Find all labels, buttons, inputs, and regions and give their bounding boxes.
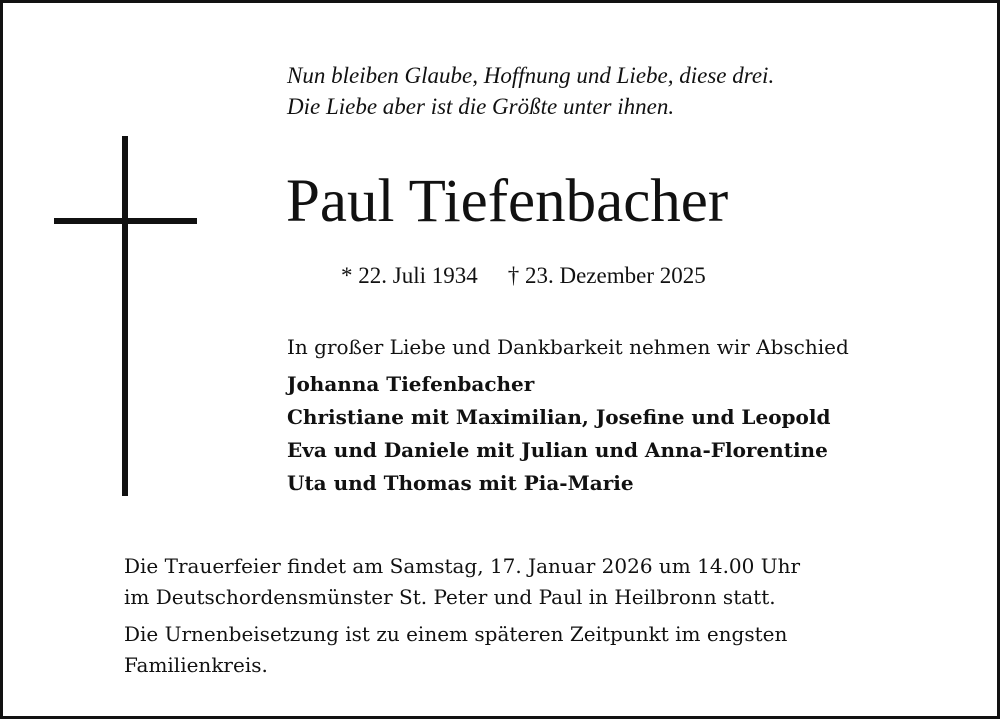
mourners-list <box>287 368 830 500</box>
service-line-2: im Deutschordensmünster St. Peter und Paul in Heilbronn statt. <box>124 585 776 609</box>
birth-date: * 22. Juli 1934 <box>341 263 478 288</box>
cross-horizontal-bar <box>54 218 197 224</box>
service-line-1: Die Trauerfeier findet am Samstag, 17. Januar 2026 um 14.00 Uhr <box>124 554 801 578</box>
service-line-3: Die Urnenbeisetzung ist zu einem späteren Zeitpunkt im engsten <box>124 622 788 646</box>
verse-line-1: Nun bleiben Glaube, Hoffnung und Liebe, diese drei. <box>287 63 775 88</box>
mourner-line: Johanna Tiefenbacher <box>287 372 535 396</box>
service-info <box>124 551 800 681</box>
cross-vertical-bar <box>122 136 128 496</box>
service-line-4: Familienkreis. <box>124 653 268 677</box>
bible-verse <box>287 60 774 122</box>
verse-line-2: Die Liebe aber ist die Größte unter ihnen. <box>287 94 675 119</box>
deceased-name: Paul Tiefenbacher <box>286 168 729 235</box>
mourner-line: Eva und Daniele mit Julian und Anna-Florentine <box>287 438 828 462</box>
mourner-line: Christiane mit Maximilian, Josefine und Leopold <box>287 405 831 429</box>
farewell-intro: In großer Liebe und Dankbarkeit nehmen wir Abschied <box>287 335 849 359</box>
mourner-line: Uta und Thomas mit Pia-Marie <box>287 471 634 495</box>
life-dates <box>341 259 706 293</box>
death-date: † 23. Dezember 2025 <box>507 263 706 288</box>
